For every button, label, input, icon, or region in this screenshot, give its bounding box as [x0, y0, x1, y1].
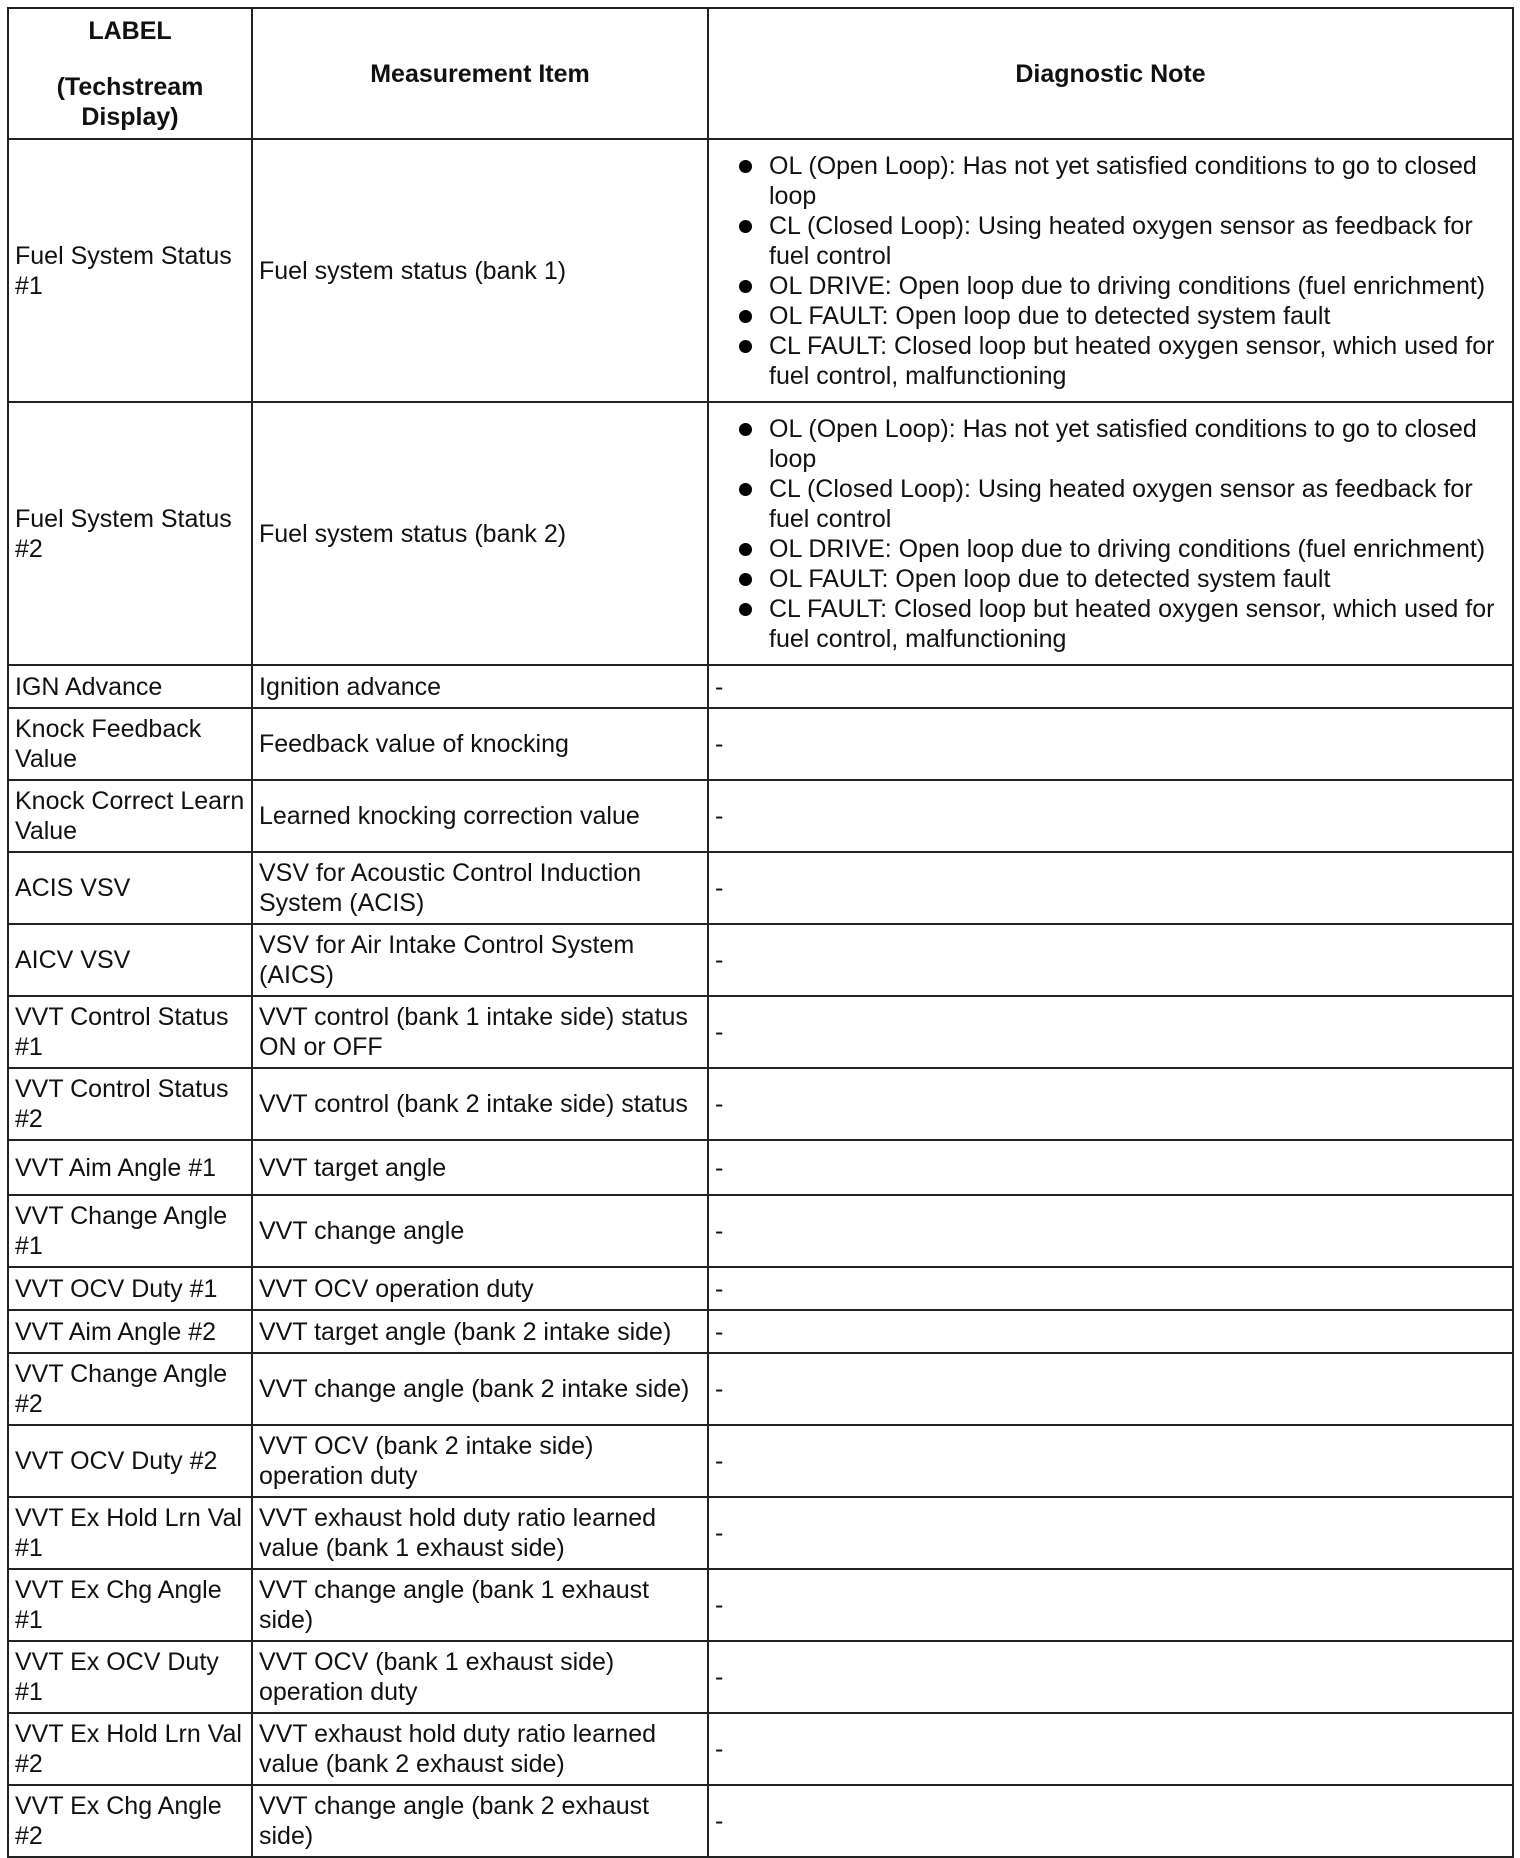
cell-diagnostic-note: -: [708, 1353, 1513, 1425]
header-row: [8, 8, 1513, 139]
table-row: [8, 852, 1513, 924]
cell-measurement-item: VVT target angle (bank 2 intake side): [252, 1310, 708, 1353]
bullet-icon: [739, 483, 752, 496]
cell-label: VVT Aim Angle #1: [8, 1140, 252, 1195]
cell-diagnostic-note: -: [708, 1068, 1513, 1140]
cell-measurement-item: VVT control (bank 2 intake side) status: [252, 1068, 708, 1140]
cell-measurement-item: VVT change angle (bank 2 intake side): [252, 1353, 708, 1425]
table-row: [8, 402, 1513, 665]
cell-label: Fuel System Status #1: [8, 139, 252, 402]
cell-label: VVT Control Status #1: [8, 996, 252, 1068]
cell-label: IGN Advance: [8, 665, 252, 708]
data-list-table-container: [7, 7, 1514, 1858]
cell-label: VVT Control Status #2: [8, 1068, 252, 1140]
table-row: [8, 996, 1513, 1068]
cell-label: VVT Ex Hold Lrn Val #1: [8, 1497, 252, 1569]
cell-measurement-item: VVT change angle (bank 1 exhaust side): [252, 1569, 708, 1641]
cell-label: Knock Feedback Value: [8, 708, 252, 780]
cell-label: VVT Change Angle #1: [8, 1195, 252, 1267]
cell-diagnostic-note: -: [708, 1641, 1513, 1713]
cell-diagnostic-note: [708, 402, 1513, 665]
cell-label: VVT Ex Hold Lrn Val #2: [8, 1713, 252, 1785]
note-bullet: CL (Closed Loop): Using heated oxygen sensor as feedback for fuel control: [739, 474, 1506, 534]
cell-diagnostic-note: -: [708, 996, 1513, 1068]
cell-measurement-item: VSV for Acoustic Control Induction System (ACIS): [252, 852, 708, 924]
bullet-icon: [739, 280, 752, 293]
table-row: [8, 1310, 1513, 1353]
table-row: [8, 1068, 1513, 1140]
table-row: [8, 1713, 1513, 1785]
header-label: [8, 8, 252, 139]
table-row: [8, 708, 1513, 780]
table-row: [8, 1267, 1513, 1310]
bullet-icon: [739, 543, 752, 556]
note-bullet-list: [715, 151, 1506, 391]
cell-label: VVT OCV Duty #1: [8, 1267, 252, 1310]
cell-label: VVT Aim Angle #2: [8, 1310, 252, 1353]
cell-label: VVT OCV Duty #2: [8, 1425, 252, 1497]
cell-diagnostic-note: -: [708, 780, 1513, 852]
note-bullet: CL FAULT: Closed loop but heated oxygen sensor, which used for fuel control, malfunctioning: [739, 594, 1506, 654]
header-measurement-item: Measurement Item: [252, 8, 708, 139]
cell-diagnostic-note: -: [708, 1713, 1513, 1785]
header-label-line3: Display): [81, 102, 179, 131]
note-bullet: CL (Closed Loop): Using heated oxygen sensor as feedback for fuel control: [739, 211, 1506, 271]
cell-diagnostic-note: -: [708, 665, 1513, 708]
table-row: [8, 1425, 1513, 1497]
cell-measurement-item: Learned knocking correction value: [252, 780, 708, 852]
cell-measurement-item: Fuel system status (bank 1): [252, 139, 708, 402]
cell-measurement-item: VVT target angle: [252, 1140, 708, 1195]
cell-diagnostic-note: -: [708, 708, 1513, 780]
table-row: [8, 1195, 1513, 1267]
note-bullet: OL (Open Loop): Has not yet satisfied conditions to go to closed loop: [739, 151, 1506, 211]
cell-measurement-item: VVT exhaust hold duty ratio learned value (bank 1 exhaust side): [252, 1497, 708, 1569]
cell-diagnostic-note: -: [708, 1310, 1513, 1353]
note-bullet: CL FAULT: Closed loop but heated oxygen sensor, which used for fuel control, malfunctioning: [739, 331, 1506, 391]
cell-measurement-item: VVT OCV (bank 1 exhaust side) operation duty: [252, 1641, 708, 1713]
table-row: [8, 1641, 1513, 1713]
note-bullet: OL DRIVE: Open loop due to driving conditions (fuel enrichment): [739, 534, 1506, 564]
bullet-icon: [739, 340, 752, 353]
table-row: [8, 780, 1513, 852]
cell-label: ACIS VSV: [8, 852, 252, 924]
cell-measurement-item: VVT OCV (bank 2 intake side) operation duty: [252, 1425, 708, 1497]
header-diagnostic-note: Diagnostic Note: [708, 8, 1513, 139]
table-row: [8, 139, 1513, 402]
header-label-line2: (Techstream: [56, 72, 204, 101]
cell-diagnostic-note: -: [708, 924, 1513, 996]
table-row: [8, 665, 1513, 708]
cell-diagnostic-note: -: [708, 852, 1513, 924]
cell-label: VVT Ex Chg Angle #1: [8, 1569, 252, 1641]
cell-label: VVT Ex OCV Duty #1: [8, 1641, 252, 1713]
cell-diagnostic-note: -: [708, 1140, 1513, 1195]
table-row: [8, 1353, 1513, 1425]
cell-label: Fuel System Status #2: [8, 402, 252, 665]
cell-measurement-item: VVT exhaust hold duty ratio learned value (bank 2 exhaust side): [252, 1713, 708, 1785]
note-bullet: OL (Open Loop): Has not yet satisfied conditions to go to closed loop: [739, 414, 1506, 474]
cell-measurement-item: Feedback value of knocking: [252, 708, 708, 780]
data-list-table: [7, 7, 1514, 1858]
note-bullet: OL FAULT: Open loop due to detected system fault: [739, 301, 1506, 331]
cell-diagnostic-note: -: [708, 1425, 1513, 1497]
cell-measurement-item: Ignition advance: [252, 665, 708, 708]
table-row: [8, 1497, 1513, 1569]
note-bullet-list: [715, 414, 1506, 654]
bullet-icon: [739, 603, 752, 616]
cell-measurement-item: VVT change angle: [252, 1195, 708, 1267]
bullet-icon: [739, 220, 752, 233]
bullet-icon: [739, 310, 752, 323]
cell-diagnostic-note: [708, 139, 1513, 402]
bullet-icon: [739, 423, 752, 436]
cell-measurement-item: VVT OCV operation duty: [252, 1267, 708, 1310]
note-bullet: OL FAULT: Open loop due to detected system fault: [739, 564, 1506, 594]
cell-measurement-item: VVT change angle (bank 2 exhaust side): [252, 1785, 708, 1857]
cell-label: Knock Correct Learn Value: [8, 780, 252, 852]
cell-label: VVT Change Angle #2: [8, 1353, 252, 1425]
cell-label: VVT Ex Chg Angle #2: [8, 1785, 252, 1857]
cell-diagnostic-note: -: [708, 1267, 1513, 1310]
table-row: [8, 1785, 1513, 1857]
cell-diagnostic-note: -: [708, 1569, 1513, 1641]
table-row: [8, 924, 1513, 996]
cell-diagnostic-note: -: [708, 1785, 1513, 1857]
header-label-line1: LABEL: [88, 16, 172, 45]
cell-measurement-item: VSV for Air Intake Control System (AICS): [252, 924, 708, 996]
table-row: [8, 1569, 1513, 1641]
note-bullet: OL DRIVE: Open loop due to driving conditions (fuel enrichment): [739, 271, 1506, 301]
bullet-icon: [739, 573, 752, 586]
bullet-icon: [739, 160, 752, 173]
cell-measurement-item: VVT control (bank 1 intake side) status ON or OFF: [252, 996, 708, 1068]
cell-diagnostic-note: -: [708, 1497, 1513, 1569]
cell-label: AICV VSV: [8, 924, 252, 996]
table-row: [8, 1140, 1513, 1195]
cell-diagnostic-note: -: [708, 1195, 1513, 1267]
cell-measurement-item: Fuel system status (bank 2): [252, 402, 708, 665]
